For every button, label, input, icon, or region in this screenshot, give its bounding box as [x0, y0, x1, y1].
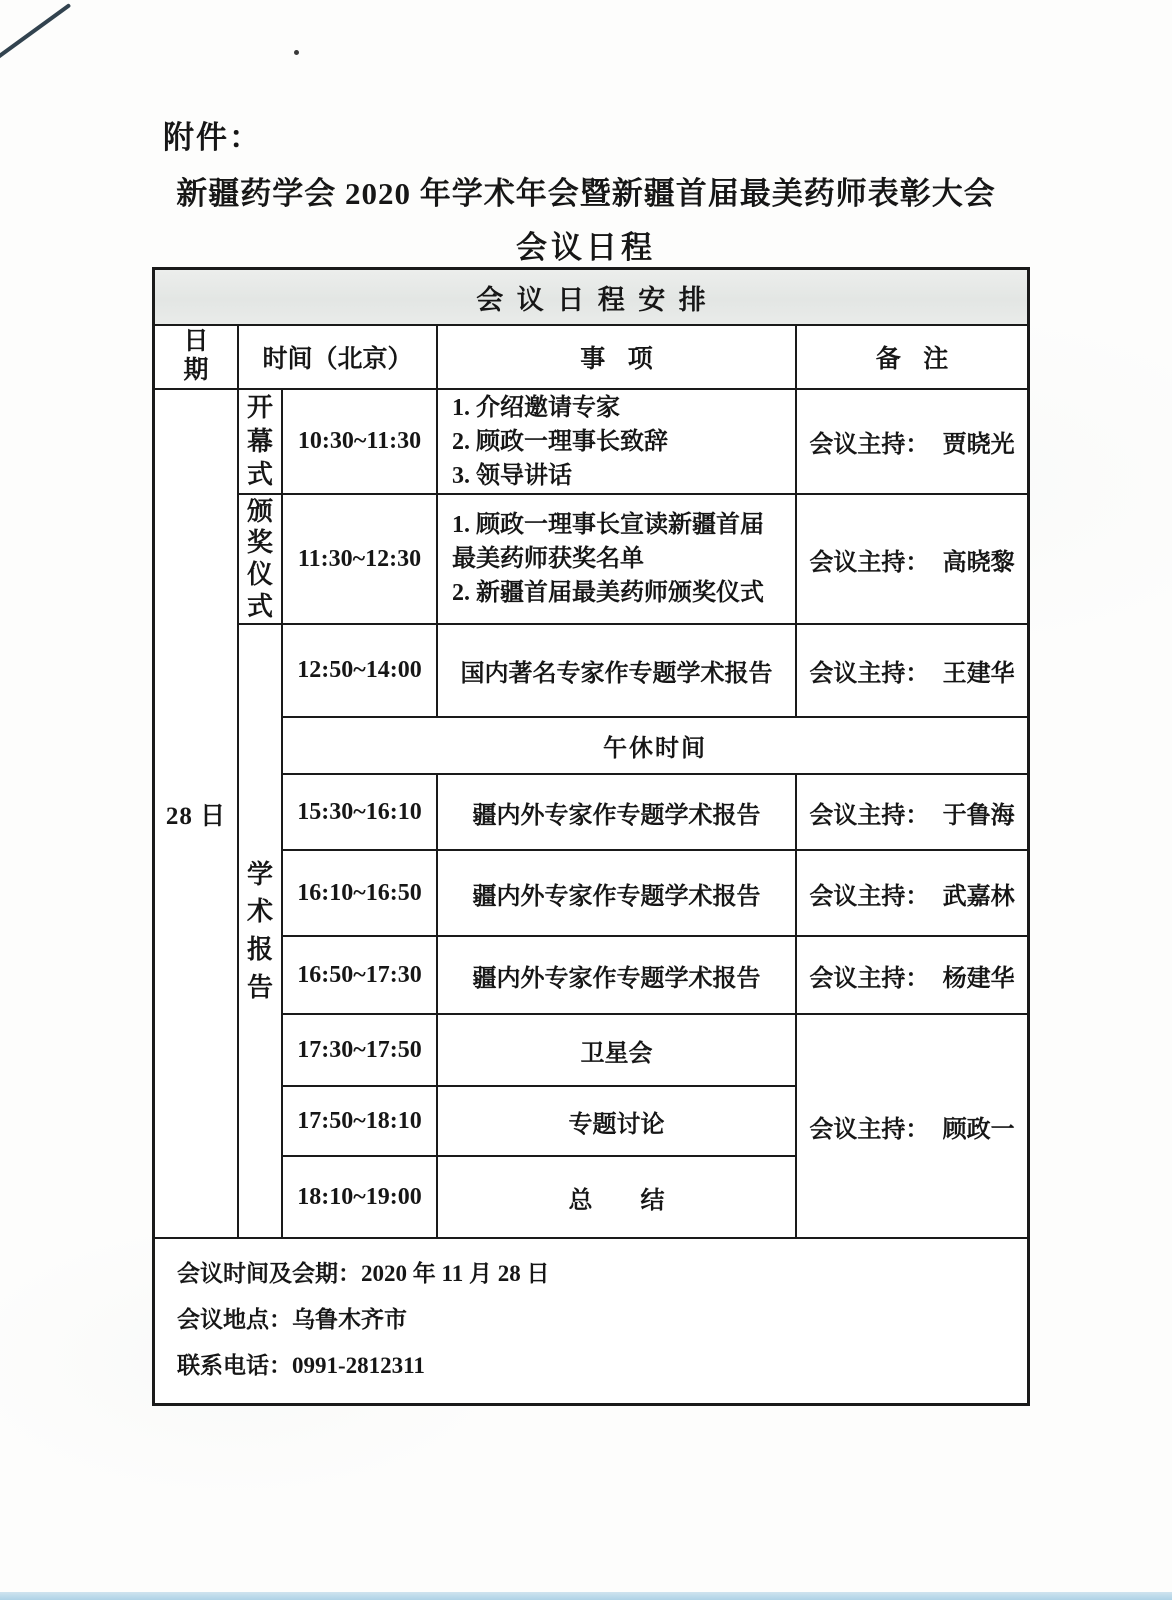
time-cell: 17:30~17:50 [283, 1015, 438, 1087]
host-cell [797, 937, 1027, 1015]
item-cell [438, 390, 797, 495]
scan-speck [294, 50, 299, 55]
table-header-row [155, 326, 1027, 390]
host-label: 会议主持： [809, 1116, 930, 1143]
time-cell: 10:30~11:30 [283, 390, 438, 495]
corner-scan-mark [0, 3, 71, 61]
host-cell [797, 851, 1027, 937]
host-label: 会议主持： [809, 661, 930, 687]
host-cell [797, 625, 1027, 718]
item-line: 1. 顾政一理事长宣读新疆首届最美药师获奖名单 [452, 512, 764, 572]
host-label: 会议主持： [809, 802, 930, 829]
stage-opening-ceremony-cell: 开幕式 [239, 390, 283, 495]
table-body [155, 390, 1027, 1237]
footer-meeting-date: 会议时间及会期：2020 年 11 月 28 日 [177, 1261, 550, 1286]
lunch-break-cell: 午休时间 [283, 718, 1027, 775]
host-name: 杨建华 [942, 965, 1015, 992]
scan-edge-artifact [0, 1592, 1172, 1600]
item-line: 3. 领导讲话 [452, 462, 572, 489]
time-cell: 16:50~17:30 [283, 937, 438, 1015]
schedule-table [152, 267, 1030, 1406]
time-cell: 16:10~16:50 [283, 851, 438, 937]
host-name: 高晓黎 [942, 549, 1015, 576]
host-name: 贾晓光 [942, 432, 1015, 458]
header-item: 事项 [438, 326, 797, 388]
item-cell: 疆内外专家作专题学术报告 [438, 937, 797, 1015]
table-caption: 会议日程安排 [476, 284, 720, 315]
host-label: 会议主持： [809, 965, 930, 992]
host-cell [797, 390, 1027, 495]
item-line: 2. 顾政一理事长致辞 [452, 428, 668, 455]
time-cell: 11:30~12:30 [283, 495, 438, 625]
footer-meeting-place: 会议地点：乌鲁木齐市 [177, 1307, 407, 1332]
document-subtitle: 会议日程 [516, 230, 656, 265]
host-cell-shared [797, 1015, 1027, 1237]
header-note: 备注 [875, 346, 971, 373]
table-footer [155, 1237, 1027, 1403]
host-cell [797, 775, 1027, 851]
host-name: 武嘉林 [942, 883, 1015, 910]
host-label: 会议主持： [809, 549, 930, 576]
table-caption-row [155, 270, 1027, 326]
stage-academic-report-cell: 学术报告 [239, 625, 283, 1237]
footer-contact-phone: 联系电话：0991-2812311 [177, 1353, 425, 1378]
time-cell: 15:30~16:10 [283, 775, 438, 851]
item-cell: 总 结 [438, 1157, 797, 1237]
header-time: 时间（北京） [239, 326, 438, 388]
item-line: 2. 新疆首届最美药师颁奖仪式 [452, 580, 764, 606]
item-line: 1. 介绍邀请专家 [452, 394, 620, 421]
time-cell: 17:50~18:10 [283, 1087, 438, 1157]
item-cell: 专题讨论 [438, 1087, 797, 1157]
attachment-label: 附件： [163, 120, 262, 155]
item-cell: 国内著名专家作专题学术报告 [438, 625, 797, 718]
host-name: 王建华 [942, 661, 1015, 687]
date-cell: 28 日 [155, 390, 239, 1237]
item-cell [438, 495, 797, 625]
host-name: 于鲁海 [942, 802, 1015, 829]
host-label: 会议主持： [809, 883, 930, 910]
stage-award-ceremony-cell: 颁奖仪式 [239, 495, 283, 625]
header-date: 日期 [155, 326, 239, 388]
host-cell [797, 495, 1027, 625]
document-title: 新疆药学会 2020 年学术年会暨新疆首届最美药师表彰大会 [176, 176, 996, 211]
item-cell: 疆内外专家作专题学术报告 [438, 851, 797, 937]
item-cell: 卫星会 [438, 1015, 797, 1087]
host-name: 顾政一 [942, 1116, 1015, 1143]
item-cell: 疆内外专家作专题学术报告 [438, 775, 797, 851]
time-cell: 12:50~14:00 [283, 625, 438, 718]
host-label: 会议主持： [809, 432, 930, 458]
time-cell: 18:10~19:00 [283, 1157, 438, 1237]
